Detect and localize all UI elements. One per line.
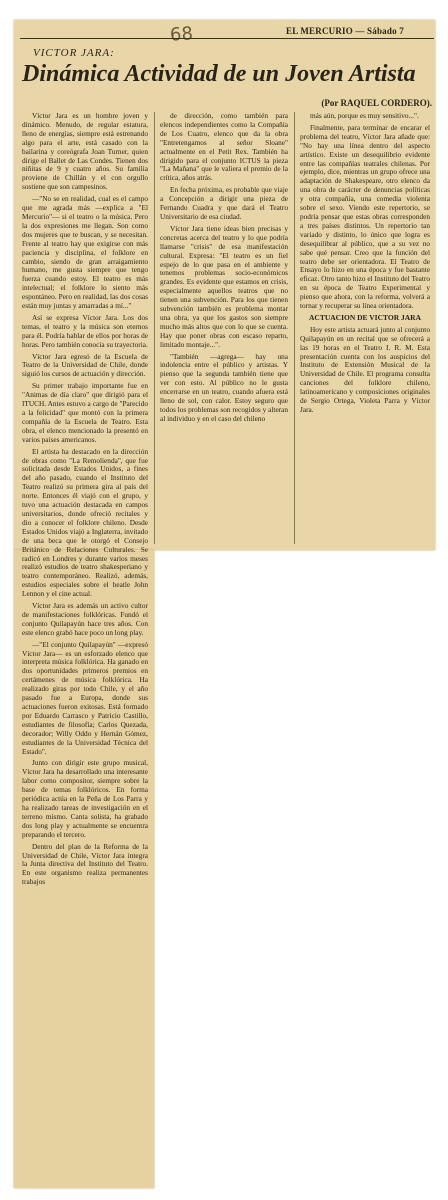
newspaper-masthead: EL MERCURIO — Sábado 7 [286,26,404,36]
article-column-2 [160,112,288,427]
paragraph: Su primer trabajo importante fue en "Animas de día claro" que dirigió para el ITUCH. Antes estuvo a cargo de "Parecido a la felicidad" que montó con la primera compañía de la Escuela de Teatro. Esta obra, el elenco mencionado la presentó en varios países americanos. [22,381,148,444]
section-subhead: ACTUACION DE VICTOR JARA [308,312,422,322]
paragraph: Finalmente, para terminar de encarar el problema del teatro, Víctor Jara añade que: "No hay una línea dentro del aspecto artístico. Existe un desequilibrio evidente entre las compañías teatrales chilenas. Por ejemplo, dice, mientras un grupo ofrece una adaptación de Shakespeare, otro elenco da una obra de carácter de denuncias políticas y otra compañía, una comedia violenta sobre el sexo. Viendo este repertorio, se podría pensar que estas obras corresponden a tres países distintos. Un repertorio tan variado y distinto, lo único que logra es desequilibrar al público, que a su vez no sabe qué pensar. Creo que la función del teatro debe ser orientadora. El Teatro de Ensayo lo hizo en una época y fue bastante eficaz. Otro tanto hizo el Instituto del Teatro en su época de Teatro Experimental y pienso que ahora, con la reforma, volverá a tornar y recuperar su línea orientadora. [300,122,430,311]
paragraph: Víctor Jara egresó de la Escuela de Teatro de la Universidad de Chile, donde siguió los cursos de actuación y dirección. [22,351,148,379]
paragraph: "También —agrega— hay una indolencia entre el público y artistas. Y pienso que la segunda también tiene que ver con esto. Al público no le gusta encerrarse en un teatro, cuando afuera está lleno de sol, con calor. Estoy seguro que todos los problemas son recogidos y alteran al individuo y en el caso del chileno [160,351,288,423]
paragraph: Junto con dirigir este grupo musical, Víctor Jara ha desarrollado una interesante labor como compositor, siempre sobre la base de temas folklóricos. En forma periódica actúa en la Peña de Los Parra y ha realizado tareas de investigación en el terreno mismo. Canta solista, ha grabado dos long play y actualmente se encuentra preparando el tercero. [22,758,148,839]
byline: (Por RAQUEL CORDERO). [321,98,432,108]
paragraph: más aún, porque es muy sensitivo...". [310,111,419,120]
paragraph: Así se expresa Víctor Jara. Los dos temas, el teatro y la música son eternos para él. Podría hablar de ellos por horas de horas. Pero también conocía su trayectoria. [22,312,148,349]
paragraph: —"El conjunto Quilapayún" —expresó Víctor Jara— es un esforzado elenco que interpreta música folklórica. Ha ganado en dos oportunidades primeros premios en certámenes de música folklórica. Ha realizado giras por todo Chile, y el año pasado fue a Europa, donde sus actuaciones fueron exitosas. Está formado por Eduardo Carrasco y Patricio Castillo, estudiantes de filosofía; Carlos Quezada, decorador; Willy Oddo y Hernán Gómez, estudiantes de la Universidad Técnica del Estado". [22,639,148,756]
paragraph: Víctor Jara es un hombre joven y dinámico. Menudo, de regular estatura, lleno de energías, siempre está estrenando algo para el arte, está casado con la bailarina y coreógrafa Joan Turner, quien dirige el Ballet de Las Condes. Tienen dos niñitas de 9 y cuatro años. Su familia proviene de Chillán y el con orgullo sostiene que son campesinos. [22,111,148,192]
paragraph: En fecha próxima, es probable que viaje a Concepción a dirigir una pieza de Fernando Cuadra y que dará el Teatro Universitario de esa ciudad. [160,185,288,221]
paragraph: —"No se en realidad, cual es el campo que me agrada más —explica a "El Mercurio"— si el teatro o la música. Pero la dos expresiones me llegan. Son como dos mujeres que te buscan, y se necesitan. Frente al teatro hay que exigirse con más paciencia y disciplina, el folklore en cambio, siendo de gran arraigamiento humano, me gusta siempre que tengo fuerza cuando estoy. El teatro es más intelectual; el folklore lo siento más espontáneo. Pero en realidad, las dos cosas están muy juntas y amarradas a mí..." [22,194,148,311]
paragraph: Hoy este artista actuará junto al conjunto Quilapayún en un recital que se ofrecerá a las 19 horas en el Teatro I. R. M. Esta presentación cuenta con los auspicios del Instituto de Extensión Musical de la Universidad de Chile. El programa consulta canciones del folklore chileno, latinoamericano y composiciones originales de Sergio Ortega, Violeta Parra y Víctor Jara. [300,324,430,414]
masthead-rule [20,38,434,39]
paragraph: Víctor Jara es además un activo cultor de manifestaciones folklóricas. Fundó el conjunto Quilapayún hace tres años. Con este elenco grabó hace poco un long play. [22,601,148,637]
handwritten-number: 68 [169,23,194,46]
article-column-3 [300,112,430,418]
paragraph: El artista ha destacado en la dirección de obras como "La Remolienda", que fue solicitada desde Estados Unidos, a fines del año pasado, cuando el Instituto del Teatro realizó su primera gira al país del norte. Entonces él viajó con el grupo, y tuvo una actuación destacada en campos universitarios, donde ofreció recitales y dio a conocer el folklore chileno. Desde Estados Unidos viajó a Inglaterra, invitado de una beca que le otorgó el Consejo Británico de Relaciones Culturales. Se radicó en Londres y durante varios meses realizó estudios de teatro shakesperiano y teatro contemporáneo. Realizó, además, estudios especiales sobre el beatle John Lennon y el cine actual. [22,446,148,599]
kicker: VICTOR JARA: [33,47,115,59]
paragraph: Víctor Jara tiene ideas bien precisas y concretas acerca del teatro y lo que podría llamarse "crisis" de esa manifestación cultural. Expresa: "El teatro es un fiel espejo de lo que pasa en el ambiente y tenemos problemas socio-económicos grandes. Es evidente que estamos en crisis, especialmente aquellos teatros que no tienen una subvención. Para los que tienen subvención también es problema montar una obra, ya que los gastos son siempre mucho más altos que con lo que se cuenta. Hay que poner obras con escaso reparto, limitado montaje...". [160,223,288,349]
headline: Dinámica Actividad de un Joven Artista [22,61,416,87]
column-rule [154,112,155,544]
paragraph: Dentro del plan de la Reforma de la Universidad de Chile, Víctor Jara integra la Junta directiva del Instituto del Teatro. En este organismo realiza permanentes trabajos [22,841,148,887]
column-rule [294,112,295,544]
paragraph: de dirección, como también para elencos independientes como la Compañía de Los Cuatro, elenco que da la obra "Entretengamos al señor Sloane" actualmente en el Petit Rex. También ha dirigido para el conjunto ICTUS la pieza "La Mañana" que le valiera el premio de la crítica, años atrás. [160,111,288,183]
article-column-1 [22,112,148,890]
